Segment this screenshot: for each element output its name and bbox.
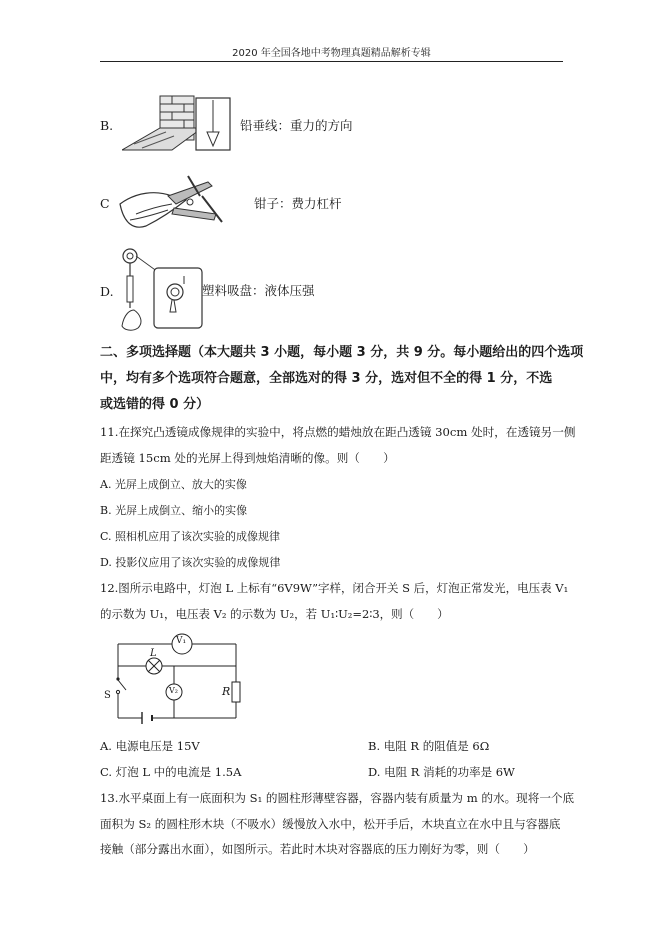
page-header: 2020 年全国各地中考物理真题精品解析专辑 [232,48,431,59]
v2-label: V₂ [169,686,178,695]
option-c-caption: 钳子：费力杠杆 [254,196,342,211]
q11-option-d: D. 投影仪应用了该次实验的成像规律 [100,556,281,569]
q12-line2: 的示数为 U₁，电压表 V₂ 的示数为 U₂，若 U₁∶U₂=2∶3，则（ ） [100,607,449,621]
q12-option-b: B. 电阻 R 的阻值是 6Ω [368,739,490,753]
q11-option-c: C. 照相机应用了该次实验的成像规律 [100,530,281,543]
pliers-figure [116,174,228,240]
q12-option-d: D. 电阻 R 消耗的功率是 6W [368,765,515,779]
header-rule [100,61,563,62]
v1-label: V₁ [176,636,187,646]
q13-line2: 面积为 S₂ 的圆柱形木块（不吸水）缓慢放入水中，松开手后，木块直立在水中且与容器底 [100,817,561,831]
suction-cup-figure [118,246,204,336]
q12-option-c: C. 灯泡 L 中的电流是 1.5A [100,765,242,779]
q13-line3: 接触（部分露出水面），如图所示。若此时木块对容器底的压力刚好为零，则（ ） [100,842,535,856]
option-b-letter: B. [100,118,114,133]
option-b-caption: 铅垂线：重力的方向 [240,118,353,133]
lamp-label: L [150,648,157,659]
q11-option-b: B. 光屏上成倒立、缩小的实像 [100,504,248,517]
q12-line1: 12.图所示电路中，灯泡 L 上标有“6V9W”字样，闭合开关 S 后，灯泡正常发光，电压表 V₁ [100,581,569,595]
plumb-line-figure [122,92,232,158]
section2-line1: 二、多项选择题（本大题共 3 小题，每小题 3 分，共 9 分。每小题给出的四个选项 [100,345,584,360]
circuit-diagram [104,632,248,728]
q11-line1: 11.在探究凸透镜成像规律的实验中，将点燃的蜡烛放在距凸透镜 30cm 处时，在透镜另一侧 [100,425,576,439]
option-c-letter: C [100,196,110,211]
q11-line2: 距透镜 15cm 处的光屏上得到烛焰清晰的像。则（ ） [100,451,395,465]
option-d-caption: 塑料吸盘：液体压强 [202,283,315,298]
q13-line1: 13.水平桌面上有一底面积为 S₁ 的圆柱形薄壁容器，容器内装有质量为 m 的水。现将一个底 [100,791,575,805]
switch-label: S [104,690,111,701]
option-d-letter: D. [100,284,114,299]
section2-line3: 或选错的得 0 分） [100,397,210,412]
section2-line2: 中，均有多个选项符合题意，全部选对的得 3 分，选对但不全的得 1 分，不选 [100,371,553,386]
q11-option-a: A. 光屏上成倒立、放大的实像 [100,478,247,491]
resistor-label: R [222,685,231,698]
q12-option-a: A. 电源电压是 15V [100,739,200,753]
